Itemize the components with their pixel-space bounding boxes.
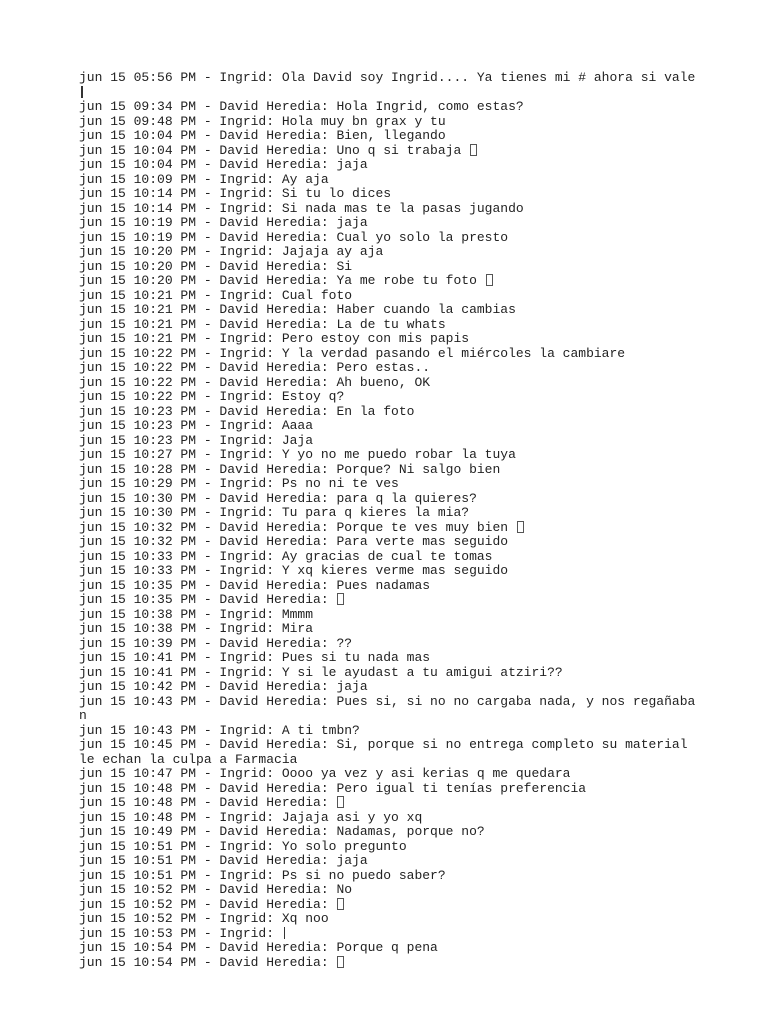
chat-line-text: jun 15 10:52 PM - David Heredia:	[79, 896, 329, 912]
chat-line	[79, 724, 699, 739]
missing-emoji-icon	[470, 144, 477, 156]
chat-line	[79, 332, 699, 347]
chat-line-text: jun 15 10:21 PM - Ingrid: Cual foto	[79, 287, 353, 303]
chat-line-text: jun 15 10:20 PM - David Heredia: Si	[79, 258, 353, 274]
chat-line	[79, 115, 699, 130]
chat-line-text: jun 15 10:41 PM - Ingrid: Y si le ayudast a tu amigui atziri??	[79, 664, 563, 680]
chat-line	[79, 680, 699, 695]
chat-line-text: jun 15 10:54 PM - David Heredia:	[79, 954, 329, 970]
chat-line	[79, 390, 699, 405]
missing-emoji-icon	[337, 796, 344, 808]
chat-line	[79, 100, 699, 115]
chat-line-text: jun 15 10:33 PM - Ingrid: Y xq kieres verme mas seguido	[79, 563, 509, 578]
chat-line	[79, 71, 699, 100]
chat-line	[79, 695, 699, 724]
chat-line	[79, 782, 699, 797]
chat-line-text: jun 15 10:42 PM - David Heredia: jaja	[79, 679, 368, 694]
chat-transcript	[79, 71, 699, 970]
chat-line	[79, 216, 699, 231]
chat-line	[79, 231, 699, 246]
chat-line-text: jun 15 05:56 PM - Ingrid: Ola David soy Ingrid.... Ya tienes mi # ahora si vale	[79, 70, 696, 85]
chat-line-text: jun 15 10:22 PM - David Heredia: Ah bueno, OK	[79, 374, 431, 390]
chat-line-text: jun 15 10:52 PM - David Heredia: No	[79, 882, 353, 897]
chat-line-text: jun 15 10:21 PM - David Heredia: La de tu whats	[79, 316, 446, 332]
chat-line-text: jun 15 10:51 PM - Ingrid: Yo solo pregunto	[79, 838, 407, 854]
chat-line-text: jun 15 10:21 PM - Ingrid: Pero estoy con mis papis	[79, 331, 470, 346]
chat-line-text: jun 15 10:47 PM - Ingrid: Oooo ya vez y asi kerias q me quedara	[79, 766, 571, 781]
chat-line-text: jun 15 10:51 PM - Ingrid: Ps si no puedo saber?	[79, 867, 446, 883]
chat-line	[79, 419, 699, 434]
chat-line	[79, 448, 699, 463]
chat-line-text: jun 15 10:35 PM - David Heredia:	[79, 592, 329, 607]
chat-line-text: jun 15 10:22 PM - David Heredia: Pero estas..	[79, 360, 431, 375]
chat-line-text: jun 15 10:33 PM - Ingrid: Ay gracias de cual te tomas	[79, 548, 493, 564]
chat-line	[79, 593, 699, 608]
chat-line	[79, 869, 699, 884]
chat-line-text: jun 15 10:29 PM - Ingrid: Ps no ni te ves	[79, 476, 399, 491]
chat-line	[79, 666, 699, 681]
chat-line	[79, 883, 699, 898]
chat-line-text: jun 15 10:30 PM - David Heredia: para q la quieres?	[79, 490, 477, 506]
chat-line	[79, 376, 699, 391]
chat-line-text: jun 15 10:51 PM - David Heredia: jaja	[79, 853, 368, 868]
chat-line	[79, 492, 699, 507]
chat-line-text: jun 15 10:20 PM - David Heredia: Ya me robe tu foto	[79, 273, 477, 288]
chat-line-text: jun 15 10:09 PM - Ingrid: Ay aja	[79, 171, 329, 187]
chat-line	[79, 144, 699, 159]
chat-line	[79, 854, 699, 869]
chat-line-text: jun 15 10:14 PM - Ingrid: Si tu lo dices	[79, 186, 392, 201]
chat-line-text: jun 15 09:34 PM - David Heredia: Hola Ingrid, como estas?	[79, 99, 524, 114]
chat-line	[79, 158, 699, 173]
chat-line-text: jun 15 10:41 PM - Ingrid: Pues si tu nada mas	[79, 650, 431, 665]
chat-line-text: jun 15 10:23 PM - Ingrid: Jaja	[79, 432, 314, 448]
chat-line	[79, 506, 699, 521]
chat-line-text: jun 15 10:45 PM - David Heredia: Si, porque si no entrega completo su material le echan la culpa a Farmacia	[79, 737, 696, 767]
chat-line	[79, 825, 699, 840]
chat-line	[79, 927, 699, 942]
chat-line-text: jun 15 10:53 PM - Ingrid:	[79, 925, 275, 941]
chat-line	[79, 463, 699, 478]
chat-line	[79, 956, 699, 971]
chat-line	[79, 564, 699, 579]
chat-line-text: jun 15 10:14 PM - Ingrid: Si nada mas te la pasas jugando	[79, 200, 524, 216]
text-cursor-icon	[284, 927, 286, 939]
chat-line	[79, 941, 699, 956]
chat-line	[79, 767, 699, 782]
chat-line	[79, 202, 699, 217]
chat-line-text: jun 15 09:48 PM - Ingrid: Hola muy bn grax y tu	[79, 113, 446, 129]
chat-line-text: jun 15 10:48 PM - Ingrid: Jajaja asi y yo xq	[79, 809, 423, 825]
chat-line-text: jun 15 10:43 PM - Ingrid: A ti tmbn?	[79, 722, 360, 738]
chat-line	[79, 608, 699, 623]
chat-line	[79, 898, 699, 913]
chat-line	[79, 637, 699, 652]
chat-line-text: jun 15 10:38 PM - Ingrid: Mmmm	[79, 606, 314, 622]
chat-line	[79, 173, 699, 188]
chat-line	[79, 434, 699, 449]
chat-line-text: jun 15 10:23 PM - Ingrid: Aaaa	[79, 418, 314, 433]
chat-line	[79, 622, 699, 637]
chat-line	[79, 260, 699, 275]
chat-line-text: jun 15 10:21 PM - David Heredia: Haber cuando la cambias	[79, 302, 516, 317]
chat-line-text: jun 15 10:35 PM - David Heredia: Pues nadamas	[79, 577, 431, 593]
chat-line-text: jun 15 10:19 PM - David Heredia: jaja	[79, 215, 368, 230]
chat-line	[79, 840, 699, 855]
missing-emoji-icon	[486, 274, 493, 286]
chat-line-text: jun 15 10:52 PM - Ingrid: Xq noo	[79, 911, 329, 926]
chat-line	[79, 550, 699, 565]
chat-line	[79, 405, 699, 420]
chat-line	[79, 318, 699, 333]
chat-line	[79, 535, 699, 550]
chat-line-text: jun 15 10:04 PM - David Heredia: Bien, llegando	[79, 128, 446, 143]
chat-line	[79, 579, 699, 594]
chat-line	[79, 477, 699, 492]
chat-line-text: jun 15 10:38 PM - Ingrid: Mira	[79, 621, 314, 636]
chat-line-text: jun 15 10:04 PM - David Heredia: Uno q si trabaja	[79, 142, 462, 158]
chat-line	[79, 274, 699, 289]
chat-line	[79, 187, 699, 202]
chat-line	[79, 303, 699, 318]
chat-line	[79, 651, 699, 666]
chat-line-text: jun 15 10:30 PM - Ingrid: Tu para q kieres la mia?	[79, 505, 470, 520]
chat-line	[79, 347, 699, 362]
chat-line-text: jun 15 10:23 PM - David Heredia: En la foto	[79, 403, 415, 419]
chat-line-text: jun 15 10:39 PM - David Heredia: ??	[79, 635, 353, 651]
chat-line-text: jun 15 10:54 PM - David Heredia: Porque q pena	[79, 940, 438, 955]
chat-line	[79, 796, 699, 811]
chat-line	[79, 738, 699, 767]
chat-line	[79, 129, 699, 144]
chat-line-text: jun 15 10:48 PM - David Heredia: Pero igual ti tenías preferencia	[79, 780, 587, 796]
chat-line	[79, 912, 699, 927]
chat-line-text: jun 15 10:49 PM - David Heredia: Nadamas, porque no?	[79, 824, 485, 839]
chat-line-text: jun 15 10:43 PM - David Heredia: Pues si, si no no cargaba nada, y nos regañaban	[79, 693, 696, 723]
chat-line-text: jun 15 10:27 PM - Ingrid: Y yo no me puedo robar la tuya	[79, 447, 516, 462]
chat-line-text: jun 15 10:22 PM - Ingrid: Estoy q?	[79, 389, 345, 404]
chat-line	[79, 361, 699, 376]
chat-line	[79, 245, 699, 260]
missing-emoji-icon	[337, 956, 344, 968]
chat-line-text: jun 15 10:19 PM - David Heredia: Cual yo solo la presto	[79, 229, 509, 245]
chat-line-text: jun 15 10:32 PM - David Heredia: Para verte mas seguido	[79, 534, 509, 549]
chat-line	[79, 811, 699, 826]
chat-line-text: jun 15 10:32 PM - David Heredia: Porque te ves muy bien	[79, 519, 509, 535]
text-cursor-icon	[81, 86, 83, 98]
chat-line-text: jun 15 10:22 PM - Ingrid: Y la verdad pasando el miércoles la cambiare	[79, 345, 626, 361]
chat-line-text: jun 15 10:20 PM - Ingrid: Jajaja ay aja	[79, 244, 384, 259]
chat-line-text: jun 15 10:28 PM - David Heredia: Porque? Ni salgo bien	[79, 461, 501, 477]
missing-emoji-icon	[337, 593, 344, 605]
chat-line-text: jun 15 10:04 PM - David Heredia: jaja	[79, 157, 368, 172]
chat-line	[79, 289, 699, 304]
chat-line-text: jun 15 10:48 PM - David Heredia:	[79, 795, 329, 810]
missing-emoji-icon	[337, 898, 344, 910]
missing-emoji-icon	[517, 521, 524, 533]
chat-line	[79, 521, 699, 536]
